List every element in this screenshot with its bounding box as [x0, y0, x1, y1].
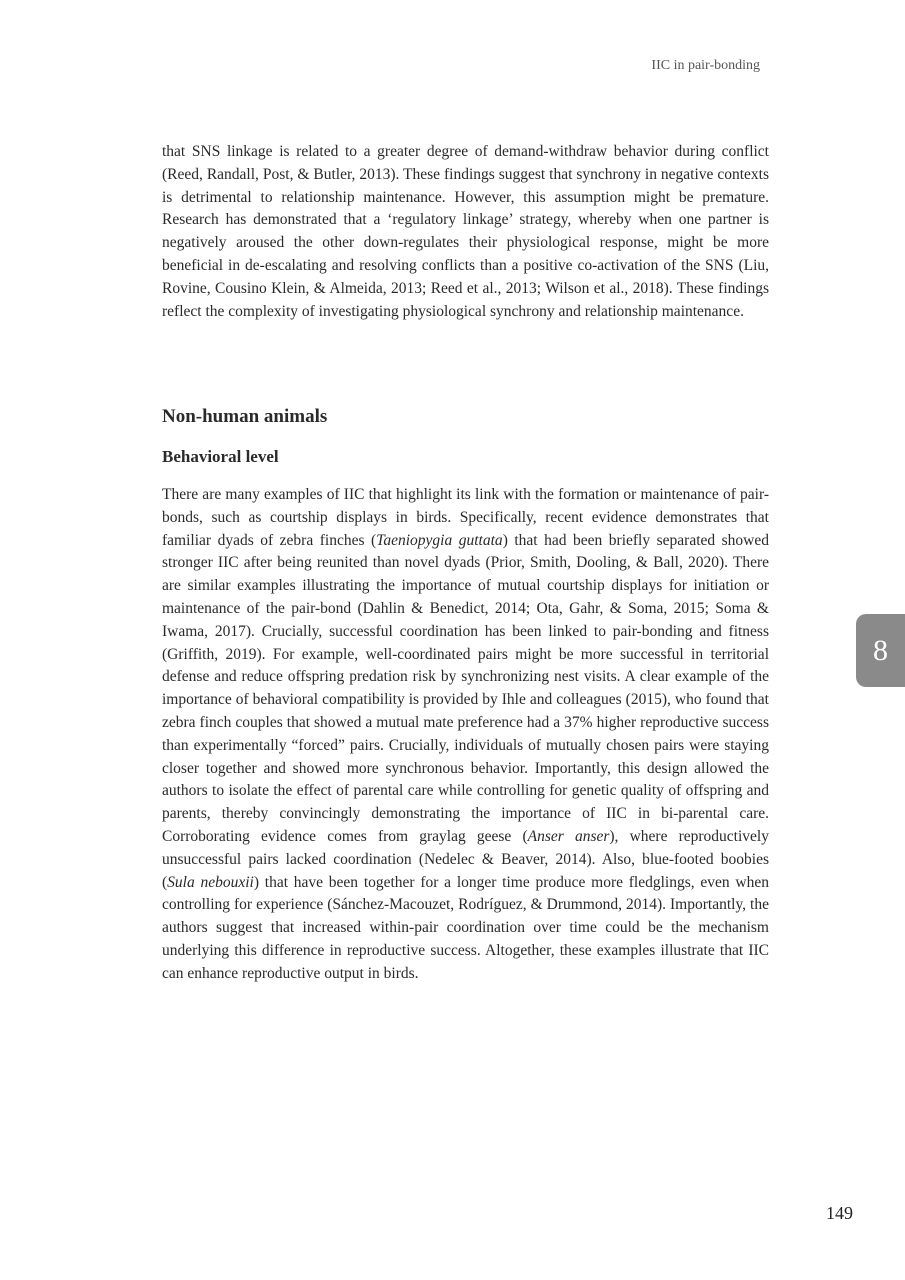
chapter-number: 8	[873, 633, 888, 667]
body-paragraph	[162, 484, 769, 986]
section-heading: Non-human animals	[162, 406, 328, 427]
text-run: There are many examples of IIC that highlight its link with the formation or maintenance of pair-bonds, such as courtship displays in birds. Specifically, recent evidence demonstrates that familiar dyads of zebra finches (	[162, 486, 769, 549]
subsection-heading: Behavioral level	[162, 447, 279, 466]
species-name: Taeniopygia guttata	[376, 531, 503, 549]
chapter-tab	[856, 614, 905, 687]
species-name: Sula nebouxii	[167, 873, 254, 891]
text-run: ) that have been together for a longer time produce more fledglings, even when controlling for experience (Sánchez-Macouzet, Rodríguez, & Drummond, 2014). Importantly, the authors suggest that increased within-pair coordination over time could be the mechanism underlying this difference in reproductive success. Altogether, these examples illustrate that IIC can enhance reproductive output in birds.	[162, 873, 769, 982]
text-run: ), where reproductively unsuccessful pairs lacked coordination (Nedelec & Beaver, 2014). Also, blue-footed boobies (	[162, 827, 769, 891]
body-paragraph: that SNS linkage is related to a greater degree of demand-withdraw behavior during conflict (Reed, Randall, Post, & Butler, 2013). These findings suggest that synchrony in negative contexts is detrimental to relationship maintenance. However, this assumption might be premature. Research has demonstrated that a ‘regulatory linkage’ strategy, whereby when one partner is negatively aroused the other down-regulates their physiological response, might be more beneficial in de-escalating and resolving conflicts than a positive co-activation of the SNS (Liu, Rovine, Cousino Klein, & Almeida, 2013; Reed et al., 2013; Wilson et al., 2018). These findings reflect the complexity of investigating physiological synchrony and relationship maintenance.	[162, 143, 769, 320]
page-number: 149	[826, 1203, 853, 1223]
text-run: ) that had been briefly separated showed stronger IIC after being reunited than novel dyads (Prior, Smith, Dooling, & Ball, 2020). There are similar examples illustrating the importance of mutual courtship displays for initiation or maintenance of the pair-bond (Dahlin & Benedict, 2014; Ota, Gahr, & Soma, 2015; Soma & Iwama, 2017). Crucially, successful coordination has been linked to pair-bonding and fitness (Griffith, 2019). For example, well-coordinated pairs might be more successful in territorial defense and reduce offspring predation risk by synchronizing nest visits. A clear example of the importance of behavioral compatibility is provided by Ihle and colleagues (2015), who found that zebra finch couples that showed a mutual mate preference had a 37% higher reproductive success than experimentally “forced” pairs. Crucially, individuals of mutually chosen pairs were staying closer together and showed more synchronous behavior. Importantly, this design allowed the authors to isolate the effect of parental care while controlling for genetic quality of offspring and parents, thereby convincingly demonstrating the importance of IIC in bi-parental care. Corroborating evidence comes from graylag geese (	[162, 531, 769, 845]
running-head: IIC in pair-bonding	[651, 58, 760, 73]
species-name: Anser anser	[527, 827, 610, 845]
